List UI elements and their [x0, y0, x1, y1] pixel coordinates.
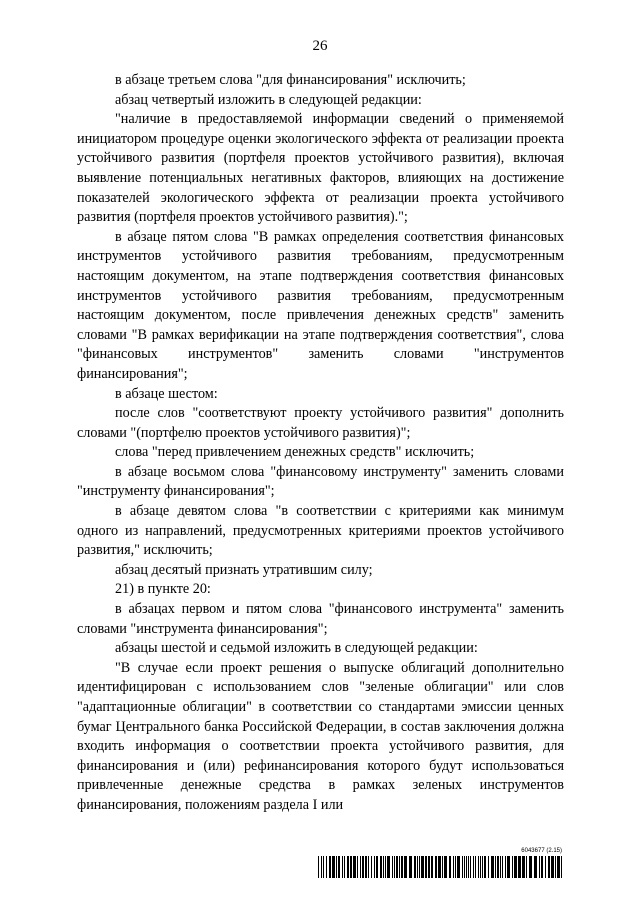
document-body: [77, 71, 564, 816]
page-number: 26: [312, 38, 328, 54]
paragraph: после слов "соответствуют проекту устойчивого развития" дополнить словами "(портфелю проектов устойчивого развития)";: [77, 405, 564, 441]
paragraph: абзацы шестой и седьмой изложить в следующей редакции:: [115, 640, 478, 657]
paragraph: абзац десятый признать утратившим силу;: [115, 561, 373, 578]
paragraph: абзац четвертый изложить в следующей редакции:: [115, 91, 422, 108]
paragraph: слова "перед привлечением денежных средств" исключить;: [115, 444, 475, 461]
paragraph: 21) в пункте 20:: [115, 581, 211, 598]
paragraph: в абзаце восьмом слова "финансовому инструменту" заменить словами "инструменту финансирования";: [77, 463, 564, 500]
paragraph: в абзаце шестом:: [115, 385, 218, 402]
barcode-icon: [318, 856, 562, 878]
paragraph: в абзаце третьем слова "для финансирования" исключить;: [115, 72, 466, 88]
document-stamp: 6043677 (2.15): [521, 848, 562, 854]
paragraph: в абзацах первом и пятом слова "финансового инструмента" заменить словами "инструмента финансирования";: [77, 601, 564, 637]
paragraph: "наличие в предоставляемой информации сведений о применяемой инициатором процедуре оценки экологического эффекта от реализации проекта устойчивого развития (портфеля проектов устойчивого развития), включая выявление потенциальных негативных факторов, влияющих на достижение показателей экологического эффекта от реализации проекта устойчивого развития (портфеля проектов устойчивого развития).";: [77, 111, 564, 226]
paragraph: "В случае если проект решения о выпуске облигаций дополнительно идентифицирован с использованием слов "зеленые облигации" или слов "адаптационные облигации" в соответствии со стандартами эмиссии ценных бумаг Центрального банка Российской Федерации, в состав заключения должна входить информация о соответствии проекта устойчивого развития, для финансирования и (или) рефинансирования которого будут использоваться привлеченные денежные средства в рамках зеленых инструментов финансирования, положениям раздела I или: [77, 659, 564, 813]
paragraph: в абзаце девятом слова "в соответствии с критериями как минимум одного из направлений, предусмотренных критериями проектов устойчивого развития," исключить;: [77, 503, 564, 559]
paragraph: в абзаце пятом слова "В рамках определения соответствия финансовых инструментов устойчивого развития требованиям, предусмотренным настоящим документом, на этапе подтверждения соответствия финансовых инструментов устойчивого развития требованиям, предусмотренным настоящим документом, после привлечения денежных средств" заменить словами "В рамках верификации на этапе подтверждения соответствия", слова "финансовых инструментов" заменить словами "инструментов финансирования";: [77, 228, 564, 382]
